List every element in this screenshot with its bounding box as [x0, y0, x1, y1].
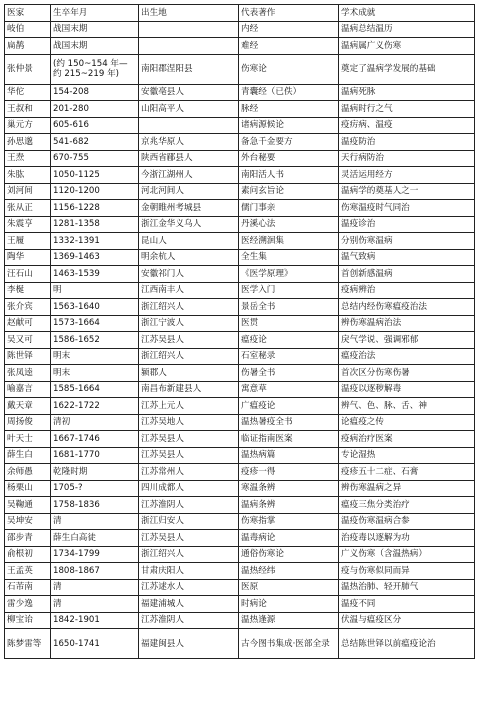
table-row [5, 530, 475, 547]
cell-years: 1563-1640 [51, 299, 139, 316]
header-row [5, 5, 475, 22]
cell-achievement: 首次区分伤寒伤暑 [339, 365, 475, 382]
cell-birthplace: 明余杭人 [139, 249, 239, 266]
cell-years: 明末 [51, 365, 139, 382]
cell-achievement: 辨气、色、脉、舌、神 [339, 398, 475, 415]
table-row [5, 233, 475, 250]
cell-birthplace: 江苏常州人 [139, 464, 239, 481]
table-row [5, 249, 475, 266]
cell-work: 诸病源候论 [239, 117, 339, 134]
cell-work: 临证指南医案 [239, 431, 339, 448]
cell-name: 张介宾 [5, 299, 51, 316]
table-row [5, 431, 475, 448]
cell-years: 1808-1867 [51, 563, 139, 580]
cell-name: 叶天士 [5, 431, 51, 448]
cell-name: 俞根初 [5, 546, 51, 563]
table-row [5, 546, 475, 563]
cell-name: 陈世铎 [5, 348, 51, 365]
cell-achievement: 温热治肺、轻开肺气 [339, 579, 475, 596]
cell-years: 1705-? [51, 480, 139, 497]
cell-birthplace: 浙江绍兴人 [139, 348, 239, 365]
cell-work: 外台秘要 [239, 150, 339, 167]
cell-achievement: 疫与伤寒似同而异 [339, 563, 475, 580]
cell-name: 朱震亨 [5, 216, 51, 233]
table-row [5, 596, 475, 613]
table-row [5, 579, 475, 596]
cell-name: 陈梦雷等 [5, 629, 51, 659]
cell-achievement: 温病时行之气 [339, 101, 475, 118]
cell-work: 温毒病论 [239, 530, 339, 547]
cell-birthplace: 甘肃庆阳人 [139, 563, 239, 580]
cell-birthplace: 江苏逑水人 [139, 579, 239, 596]
cell-birthplace [139, 21, 239, 38]
cell-name: 华佗 [5, 84, 51, 101]
cell-work: 青囊经（已佚） [239, 84, 339, 101]
cell-years: 1758-1836 [51, 497, 139, 514]
cell-achievement: 温疫以逐秽解毒 [339, 381, 475, 398]
cell-birthplace: 江西南丰人 [139, 282, 239, 299]
header-achievement: 学术成就 [339, 5, 475, 22]
cell-name: 雷少逸 [5, 596, 51, 613]
cell-name: 石芾南 [5, 579, 51, 596]
cell-years: 1332-1391 [51, 233, 139, 250]
cell-work: 时病论 [239, 596, 339, 613]
cell-work: 温热逢源 [239, 612, 339, 629]
cell-birthplace: 四川成都人 [139, 480, 239, 497]
cell-work: 伤寒论 [239, 54, 339, 84]
cell-name: 岐伯 [5, 21, 51, 38]
cell-years: 乾隆时期 [51, 464, 139, 481]
table-row [5, 167, 475, 184]
cell-name: 孙思邈 [5, 134, 51, 151]
cell-birthplace: 浙江绍兴人 [139, 299, 239, 316]
cell-name: 王焘 [5, 150, 51, 167]
cell-work: 医学入门 [239, 282, 339, 299]
cell-work: 医经溯洄集 [239, 233, 339, 250]
cell-achievement: 专论湿热 [339, 447, 475, 464]
cell-achievement: 温病死脉 [339, 84, 475, 101]
cell-birthplace: 江苏吴县人 [139, 332, 239, 349]
cell-work: 石室秘录 [239, 348, 339, 365]
cell-work: 脉经 [239, 101, 339, 118]
table-row [5, 381, 475, 398]
cell-name: 王孟英 [5, 563, 51, 580]
cell-birthplace: 江苏上元人 [139, 398, 239, 415]
cell-achievement: 温疫不同 [339, 596, 475, 613]
table-row [5, 398, 475, 415]
cell-name: 邵步青 [5, 530, 51, 547]
cell-birthplace [139, 117, 239, 134]
cell-years: 清初 [51, 414, 139, 431]
cell-name: 张从正 [5, 200, 51, 217]
cell-birthplace: 江苏吴县人 [139, 431, 239, 448]
cell-birthplace: 江苏淮阴人 [139, 612, 239, 629]
cell-years: 1667-1746 [51, 431, 139, 448]
table-row [5, 54, 475, 84]
cell-name: 薛生白 [5, 447, 51, 464]
cell-years: 1586-1652 [51, 332, 139, 349]
cell-name: 刘河间 [5, 183, 51, 200]
cell-work: 全生集 [239, 249, 339, 266]
cell-name: 巢元方 [5, 117, 51, 134]
table-row [5, 38, 475, 55]
cell-work: 景岳全书 [239, 299, 339, 316]
table-row [5, 150, 475, 167]
cell-birthplace: 江苏吴县人 [139, 530, 239, 547]
cell-achievement: 论瘟疫之传 [339, 414, 475, 431]
table-row [5, 513, 475, 530]
table-row [5, 200, 475, 217]
cell-years: 明末 [51, 348, 139, 365]
cell-birthplace: 金朝睢州考城县 [139, 200, 239, 217]
table-row [5, 266, 475, 283]
table-row [5, 480, 475, 497]
cell-name: 王履 [5, 233, 51, 250]
table-row [5, 183, 475, 200]
cell-work: 伤寒指掌 [239, 513, 339, 530]
cell-achievement: 总结陈世铎以前瘟疫论治 [339, 629, 475, 659]
table-row [5, 84, 475, 101]
cell-work: 医原 [239, 579, 339, 596]
cell-work: 南阳活人书 [239, 167, 339, 184]
cell-birthplace: 福建闽县人 [139, 629, 239, 659]
cell-years: 541-682 [51, 134, 139, 151]
cell-years: 154-208 [51, 84, 139, 101]
cell-work: 温热病篇 [239, 447, 339, 464]
cell-work: 难经 [239, 38, 339, 55]
cell-achievement: 伏温与瘟疫区分 [339, 612, 475, 629]
table-row [5, 282, 475, 299]
cell-achievement: 疫疹五十二症、石膏 [339, 464, 475, 481]
cell-work: 寒温条辨 [239, 480, 339, 497]
cell-achievement: 瘟疫治法 [339, 348, 475, 365]
cell-years: 1050-1125 [51, 167, 139, 184]
cell-name: 陶华 [5, 249, 51, 266]
cell-name: 杨栗山 [5, 480, 51, 497]
cell-achievement: 温疫诊治 [339, 216, 475, 233]
cell-achievement: 奠定了温病学发展的基础 [339, 54, 475, 84]
cell-name: 吴坤安 [5, 513, 51, 530]
cell-work: 温病条辨 [239, 497, 339, 514]
cell-name: 周扬俊 [5, 414, 51, 431]
cell-name: 戴天章 [5, 398, 51, 415]
cell-name: 柳宝诒 [5, 612, 51, 629]
cell-name: 扁鹊 [5, 38, 51, 55]
header-work: 代表著作 [239, 5, 339, 22]
cell-years: 清 [51, 513, 139, 530]
cell-work: 温热经纬 [239, 563, 339, 580]
cell-achievement: 温病属广义伤寒 [339, 38, 475, 55]
cell-achievement: 首创新感温病 [339, 266, 475, 283]
cell-birthplace: 陕西省郿县人 [139, 150, 239, 167]
cell-birthplace: 南阳郡涅阳县 [139, 54, 239, 84]
cell-years: 明 [51, 282, 139, 299]
cell-name: 张仲景 [5, 54, 51, 84]
cell-name: 张凤逵 [5, 365, 51, 382]
cell-birthplace: 浙江宁波人 [139, 315, 239, 332]
table-body [5, 21, 475, 659]
table-row [5, 612, 475, 629]
cell-work: 瘟疫论 [239, 332, 339, 349]
cell-birthplace: 今浙江湖州人 [139, 167, 239, 184]
cell-name: 吴鞠通 [5, 497, 51, 514]
table-container [4, 4, 474, 712]
cell-years: 战国末期 [51, 21, 139, 38]
table-row [5, 629, 475, 659]
cell-work: 素问玄旨论 [239, 183, 339, 200]
cell-name: 喻嘉言 [5, 381, 51, 398]
header-years: 生卒年月 [51, 5, 139, 22]
cell-work: 丹溪心法 [239, 216, 339, 233]
cell-achievement: 治疫毒以逐解为功 [339, 530, 475, 547]
cell-years: 1842-1901 [51, 612, 139, 629]
cell-birthplace: 江苏淮阴人 [139, 497, 239, 514]
cell-years: 1734-1799 [51, 546, 139, 563]
table-row [5, 447, 475, 464]
cell-birthplace: 安徽亳县人 [139, 84, 239, 101]
cell-years: 1120-1200 [51, 183, 139, 200]
cell-years: 清 [51, 596, 139, 613]
cell-birthplace: 浙江归安人 [139, 513, 239, 530]
table-row [5, 117, 475, 134]
cell-achievement: 总结内经伤寒瘟疫治法 [339, 299, 475, 316]
cell-achievement: 温病学的奠基人之一 [339, 183, 475, 200]
cell-achievement: 戾气学说、强调邪郁 [339, 332, 475, 349]
cell-years: 1585-1664 [51, 381, 139, 398]
cell-years: 1650-1741 [51, 629, 139, 659]
cell-name: 汪石山 [5, 266, 51, 283]
table-row [5, 414, 475, 431]
cell-years: 1463-1539 [51, 266, 139, 283]
cell-name: 吴又可 [5, 332, 51, 349]
header-birthplace: 出生地 [139, 5, 239, 22]
table-row [5, 365, 475, 382]
cell-work: 温热暑疫全书 [239, 414, 339, 431]
table-row [5, 101, 475, 118]
cell-years: 1281-1358 [51, 216, 139, 233]
cell-achievement: 天行病防治 [339, 150, 475, 167]
cell-achievement: 温病总结温历 [339, 21, 475, 38]
cell-achievement: 广义伤寒（含温热病） [339, 546, 475, 563]
cell-name: 李梴 [5, 282, 51, 299]
cell-birthplace: 昆山人 [139, 233, 239, 250]
table-row [5, 134, 475, 151]
cell-birthplace: 浙江金华义乌人 [139, 216, 239, 233]
cell-work: 伤暑全书 [239, 365, 339, 382]
cell-work: 儒门事亲 [239, 200, 339, 217]
table-row [5, 563, 475, 580]
cell-achievement: 伤寒温疫时气同治 [339, 200, 475, 217]
cell-years: 605-616 [51, 117, 139, 134]
cell-years: 清 [51, 579, 139, 596]
cell-work: 疫疹一得 [239, 464, 339, 481]
table-row [5, 315, 475, 332]
cell-years: (约 150~154 年—约 215~219 年) [51, 54, 139, 84]
cell-achievement: 灵活运用经方 [339, 167, 475, 184]
cell-birthplace: 南昌布新建县人 [139, 381, 239, 398]
cell-work: 医贯 [239, 315, 339, 332]
cell-years: 670-755 [51, 150, 139, 167]
cell-birthplace [139, 38, 239, 55]
cell-birthplace: 安徽祁门人 [139, 266, 239, 283]
cell-achievement: 温疫伤寒温病合参 [339, 513, 475, 530]
cell-years: 1573-1664 [51, 315, 139, 332]
cell-name: 赵献可 [5, 315, 51, 332]
cell-birthplace: 江苏吴县人 [139, 447, 239, 464]
cell-achievement: 瘟疫三焦分类治疗 [339, 497, 475, 514]
cell-name: 王叔和 [5, 101, 51, 118]
cell-birthplace: 京兆华原人 [139, 134, 239, 151]
cell-achievement: 疫疠病、温疫 [339, 117, 475, 134]
table-row [5, 299, 475, 316]
cell-years: 1369-1463 [51, 249, 139, 266]
header-name: 医家 [5, 5, 51, 22]
cell-name: 余师愚 [5, 464, 51, 481]
cell-years: 战国末期 [51, 38, 139, 55]
cell-birthplace: 颍郡人 [139, 365, 239, 382]
cell-work: 寓意草 [239, 381, 339, 398]
cell-achievement: 温气致病 [339, 249, 475, 266]
physicians-table [4, 4, 475, 659]
table-row [5, 497, 475, 514]
cell-work: 备急千金要方 [239, 134, 339, 151]
cell-achievement: 分别伤寒温病 [339, 233, 475, 250]
cell-birthplace: 山阳高平人 [139, 101, 239, 118]
cell-years: 1622-1722 [51, 398, 139, 415]
table-row [5, 216, 475, 233]
cell-work: 内经 [239, 21, 339, 38]
cell-years: 1156-1228 [51, 200, 139, 217]
cell-years: 薛生白高徒 [51, 530, 139, 547]
cell-work: 广瘟疫论 [239, 398, 339, 415]
cell-name: 朱肱 [5, 167, 51, 184]
cell-work: 通俗伤寒论 [239, 546, 339, 563]
cell-achievement: 温疫防治 [339, 134, 475, 151]
cell-work: 《医学原理》 [239, 266, 339, 283]
cell-birthplace: 浙江绍兴人 [139, 546, 239, 563]
table-row [5, 464, 475, 481]
cell-years: 201-280 [51, 101, 139, 118]
table-row [5, 21, 475, 38]
cell-birthplace: 江苏吴地人 [139, 414, 239, 431]
cell-achievement: 疫病辨治 [339, 282, 475, 299]
cell-work: 古今图书集成·医部全录 [239, 629, 339, 659]
table-row [5, 348, 475, 365]
cell-achievement: 疫病治疗医案 [339, 431, 475, 448]
cell-birthplace: 福建浦城人 [139, 596, 239, 613]
cell-years: 1681-1770 [51, 447, 139, 464]
cell-achievement: 辨伤寒温病之异 [339, 480, 475, 497]
table-row [5, 332, 475, 349]
cell-birthplace: 河北河间人 [139, 183, 239, 200]
cell-achievement: 辨伤寒温病治法 [339, 315, 475, 332]
